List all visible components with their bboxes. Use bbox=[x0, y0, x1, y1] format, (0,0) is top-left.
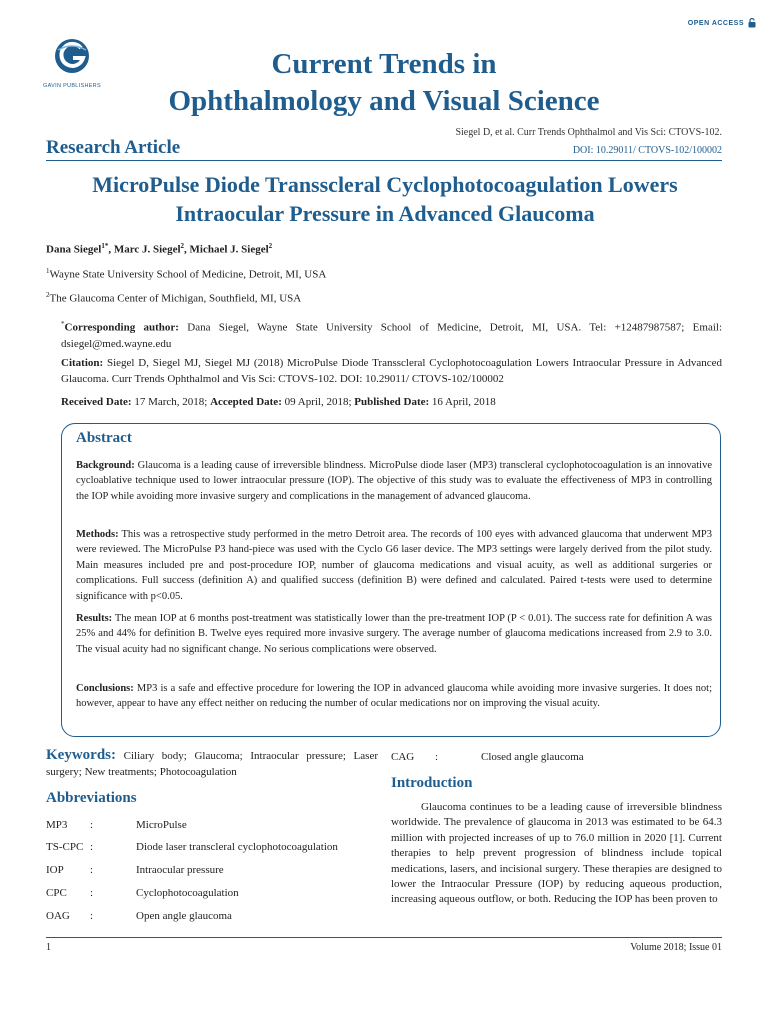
header-divider bbox=[46, 160, 722, 161]
publisher-name: GAVIN PUBLISHERS bbox=[43, 83, 101, 89]
received-label: Received Date: bbox=[61, 396, 132, 408]
abstract-conclusions bbox=[76, 681, 712, 712]
abbreviation-row bbox=[46, 841, 386, 853]
abbreviation-row bbox=[391, 751, 721, 763]
abbr-sep: : bbox=[435, 751, 439, 763]
accepted-label: Accepted Date: bbox=[210, 396, 282, 408]
abbreviation-row bbox=[46, 887, 386, 899]
abbreviation-row bbox=[46, 910, 386, 922]
abbr-term: TS-CPC bbox=[46, 841, 84, 853]
affiliation-2 bbox=[46, 291, 301, 305]
abbr-sep: : bbox=[90, 910, 94, 922]
citation-text: Siegel D, Siegel MJ, Siegel MJ (2018) MicroPulse Diode Transscleral Cyclophotocoagulation Lowers Intraocular Pressure in Advanced Glaucoma. Curr Trends Ophthalmol and Vis Sci: CTOVS-102. DOI: 10.29011/ CTOVS-102/100002 bbox=[61, 357, 722, 385]
citation-block bbox=[61, 355, 722, 387]
abbr-definition: Diode laser transcleral cyclophotocoagulation bbox=[136, 841, 338, 853]
abbr-sep: : bbox=[90, 819, 94, 831]
abbr-definition: Intraocular pressure bbox=[136, 864, 224, 876]
background-label: Background: bbox=[76, 460, 135, 471]
corresponding-author: *Corresponding author: Dana Siegel, Wayne State University School of Medicine, Detroit, MI, USA. Tel: +12487987587; Email: dsiegel@med.wayne.edu bbox=[61, 320, 722, 350]
background-text: Glaucoma is a leading cause of irreversible blindness. MicroPulse diode laser (MP3) transcleral cyclophotocoagulation is an innovative cycloablative technique used to lower intraocular pressure (IOP). The objective of this study was to evaluate the effectiveness of MP3 in controlling the IOP while avoiding more invasive surgery and complications in the management of advanced glaucoma. bbox=[76, 460, 712, 502]
methods-text: This was a retrospective study performed in the metro Detroit area. The records of 100 eyes with advanced glaucoma that underwent MP3 were reviewed. The MicroPulse P3 hand-piece was used with the Cyclo G6 laser device. The MP3 settings were largely derived from the pilot study. Main measures included pre and post-procedure IOP, number of glaucoma medications and visual acuity, as well as additional surgeries or complications. Full success (definition A) and qualified success (definition B) were defined and calculated. Paired t-tests were used to determine significance with p<0.05. bbox=[76, 529, 712, 602]
open-access-lock-icon bbox=[748, 18, 756, 28]
article-title-line2: Intraocular Pressure in Advanced Glaucoma bbox=[175, 201, 595, 226]
results-text: The mean IOP at 6 months post-treatment was statistically lower than the pre-treatment IOP (P < 0.01). The success rate for definition A was 25% and 44% for definition B. Twelve eyes required more invasive surgery. The average number of glaucoma medications increased from 2.9 to 3.0. The visual acuity had no significant change. No serious complications were observed. bbox=[76, 613, 712, 655]
abbr-term: CPC bbox=[46, 887, 67, 899]
affiliation-1 bbox=[46, 267, 326, 281]
abstract-results bbox=[76, 611, 712, 657]
journal-title-line1: Current Trends in bbox=[271, 48, 497, 80]
abbr-term: CAG bbox=[391, 751, 415, 763]
journal-title bbox=[0, 46, 768, 120]
open-access-badge bbox=[688, 18, 756, 28]
affiliation-sup: 2 bbox=[46, 291, 50, 299]
conclusions-label: Conclusions: bbox=[76, 683, 134, 694]
abstract-methods bbox=[76, 527, 712, 604]
abbr-sep: : bbox=[90, 864, 94, 876]
abstract-background bbox=[76, 458, 712, 504]
author-sup: 2 bbox=[268, 242, 273, 250]
author-name: Michael J. Siegel bbox=[189, 243, 269, 256]
abbr-definition: Open angle glaucoma bbox=[136, 910, 232, 922]
author-sup: 2 bbox=[180, 242, 185, 250]
abbreviation-row bbox=[46, 819, 386, 831]
methods-label: Methods: bbox=[76, 529, 119, 540]
affiliation-sup: 1 bbox=[46, 267, 50, 275]
received-value: 17 March, 2018; bbox=[131, 396, 211, 408]
abbreviations-heading: Abbreviations bbox=[46, 790, 137, 806]
published-label: Published Date: bbox=[354, 396, 430, 408]
abbr-sep: : bbox=[90, 887, 94, 899]
author-name: Marc J. Siegel bbox=[113, 243, 181, 256]
citation-label: Citation: bbox=[61, 357, 104, 369]
short-citation: Siegel D, et al. Curr Trends Ophthalmol and Vis Sci: CTOVS-102. bbox=[455, 127, 722, 138]
abbr-definition: MicroPulse bbox=[136, 819, 187, 831]
keywords-block bbox=[46, 747, 378, 780]
page-number: 1 bbox=[46, 942, 51, 953]
published-value: 16 April, 2018 bbox=[429, 396, 496, 408]
dates-line bbox=[61, 394, 722, 410]
abbr-definition: Closed angle glaucoma bbox=[481, 751, 584, 763]
results-label: Results: bbox=[76, 613, 113, 624]
corresponding-label: Corresponding author: bbox=[64, 321, 179, 334]
footer-divider bbox=[46, 937, 722, 938]
introduction-body bbox=[391, 800, 722, 908]
accepted-value: 09 April, 2018; bbox=[281, 396, 355, 408]
affiliation-text: The Glaucoma Center of Michigan, Southfield, MI, USA bbox=[49, 292, 302, 305]
keywords-label: Keywords: bbox=[46, 747, 116, 763]
affiliation-text: Wayne State University School of Medicine, Detroit, MI, USA bbox=[49, 268, 327, 281]
abstract-heading: Abstract bbox=[76, 430, 132, 446]
abbr-definition: Cyclophotocoagulation bbox=[136, 887, 239, 899]
article-type: Research Article bbox=[46, 137, 181, 158]
volume-issue: Volume 2018; Issue 01 bbox=[630, 942, 722, 953]
author-sup: 1* bbox=[101, 242, 109, 250]
introduction-heading: Introduction bbox=[391, 775, 473, 791]
abbr-term: MP3 bbox=[46, 819, 68, 831]
doi-link[interactable]: DOI: 10.29011/ CTOVS-102/100002 bbox=[572, 145, 722, 156]
abbr-sep: : bbox=[90, 841, 94, 853]
abbr-term: IOP bbox=[46, 864, 64, 876]
author-list: Dana Siegel$^{1*}$, Marc J. Siegel$^2$, Michael J. Siegel$^2$ bbox=[46, 242, 273, 256]
article-title bbox=[40, 170, 730, 228]
abbr-term: OAG bbox=[46, 910, 70, 922]
corresponding-text: Dana Siegel, Wayne State University School of Medicine, Detroit, MI, USA. Tel: +12487987587; Email: dsiegel@med.wayne.edu bbox=[61, 321, 722, 350]
conclusions-text: MP3 is a safe and effective procedure for lowering the IOP in advanced glaucoma while avoiding more invasive surgeries. It does not; however, appear to have any effect neither on reducing the number of ocular medications nor on improving the visual acuity. bbox=[76, 683, 712, 710]
author-name: Dana Siegel bbox=[46, 243, 102, 256]
keywords-text: Ciliary body; Glaucoma; Intraocular pressure; Laser surgery; New treatments; Photocoagulation bbox=[46, 750, 378, 778]
journal-title-line2: Ophthalmology and Visual Science bbox=[168, 85, 600, 117]
open-access-label: OPEN ACCESS bbox=[687, 19, 744, 27]
abbreviation-row bbox=[46, 864, 386, 876]
article-title-line1: MicroPulse Diode Transscleral Cyclophotocoagulation Lowers bbox=[92, 172, 678, 197]
introduction-paragraph: Glaucoma continues to be a leading cause of irreversible blindness worldwide. The prevalence of glaucoma in 2013 was estimated to be 64.3 million with projected increases of up to 76.0 million in 2020 [1]. Current therapies to help prevent progression of blindness include topical medications, lasers, and incisional surgery. These therapies are designed to lower the Intraocular Pressure (IOP) by reducing aqueous production, increasing aqueous outflow, or both. Reducing the IOP has been proven to bbox=[391, 801, 722, 906]
